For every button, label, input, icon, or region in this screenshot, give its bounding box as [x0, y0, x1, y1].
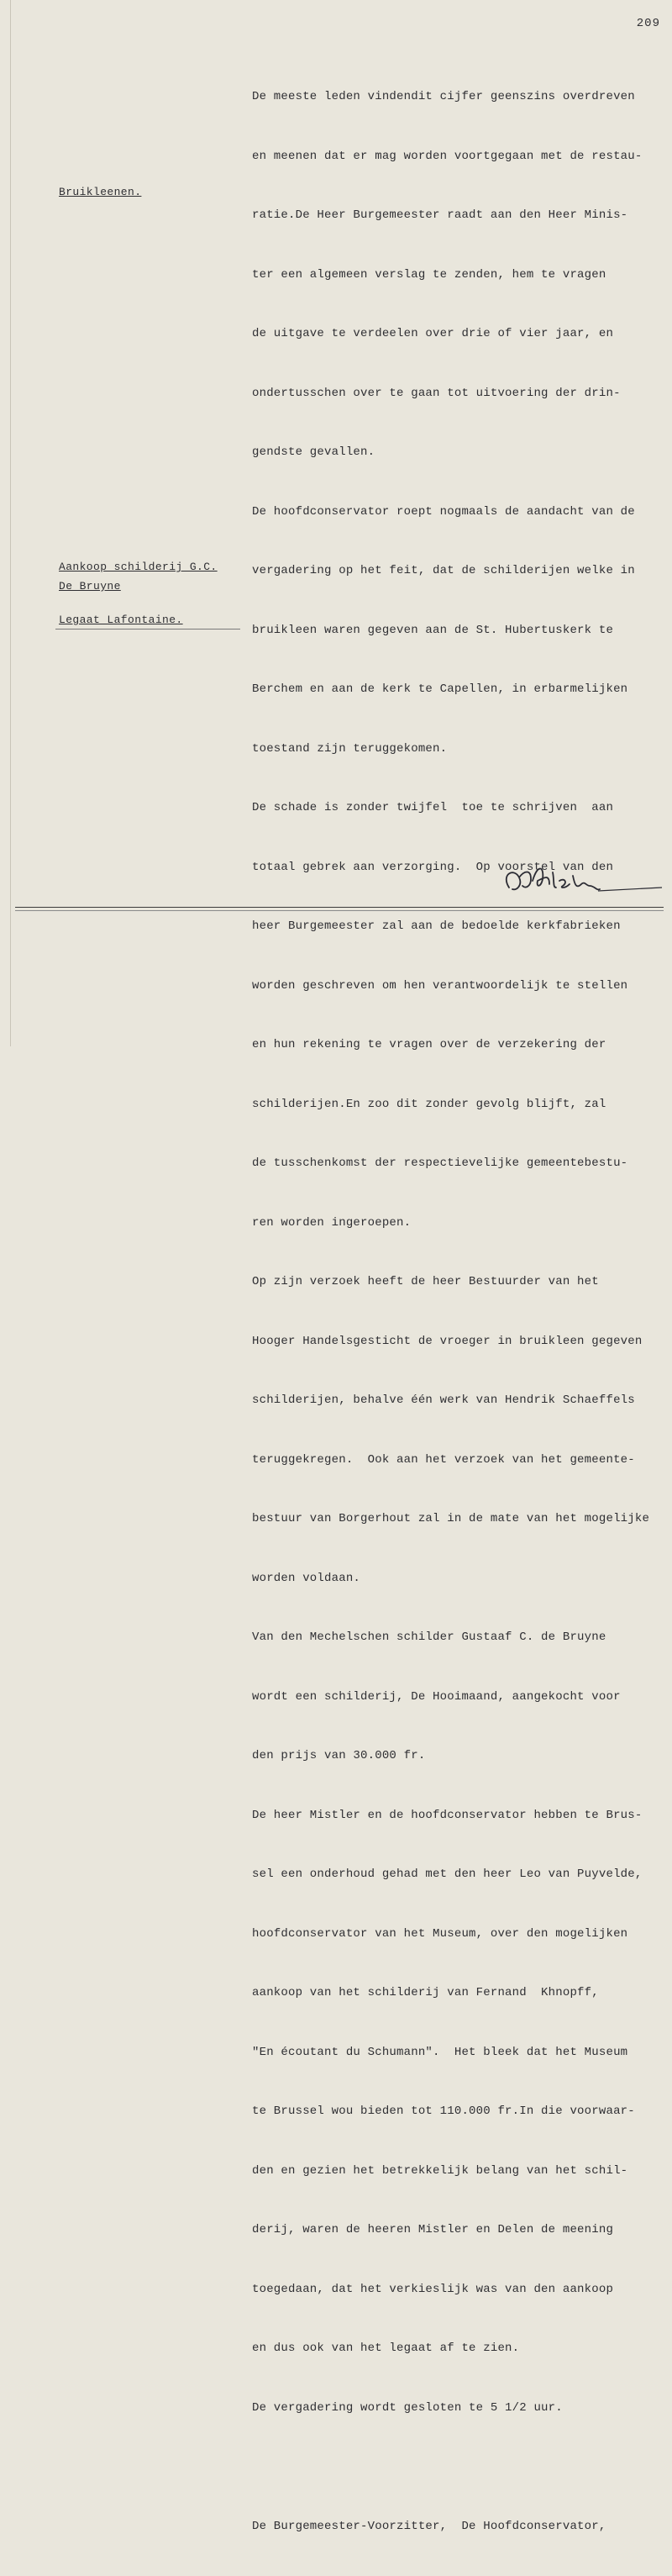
- text-line: toegedaan, dat het verkieslijk was van den aankoop: [252, 2282, 614, 2296]
- text-line: te Brussel wou bieden tot 110.000 fr.In die voorwaar-: [252, 2105, 635, 2118]
- text-line: bruikleen waren gegeven aan de St. Hubertuskerk te: [252, 623, 614, 637]
- text-line: worden geschreven om hen verantwoordelijk te stellen: [252, 978, 628, 993]
- text-line: De hoofdconservator roept nogmaals de aandacht van de: [252, 504, 635, 519]
- text-line: Hooger Handelsgesticht de vroeger in bruikleen gegeven: [252, 1334, 643, 1348]
- text-line: vergadering op het feit, dat de schilderijen welke in: [252, 564, 635, 577]
- signatures-line: De Burgemeester-Voorzitter, De Hoofdconservator,: [252, 2519, 606, 2533]
- minutes-body: [252, 48, 672, 2576]
- text-line: en dus ook van het legaat af te zien.: [252, 2342, 520, 2355]
- text-line: wordt een schilderij, De Hooimaand, aangekocht voor: [252, 1689, 621, 1704]
- text-line: Van den Mechelschen schilder Gustaaf C. de Bruyne: [252, 1630, 606, 1644]
- text-line: derij, waren de heeren Mistler en Delen de meening: [252, 2223, 614, 2236]
- text-line: en meenen dat er mag worden voortgegaan met de restau-: [252, 149, 643, 163]
- text-line: Berchem en aan de kerk te Capellen, in erbarmelijken: [252, 682, 628, 696]
- text-line: de tusschenkomst der respectievelijke gemeentebestu-: [252, 1156, 628, 1170]
- text-line: den en gezien het betrekkelijk belang van het schil-: [252, 2163, 628, 2178]
- margin-note-aankoop-line2: De Bruyne: [59, 580, 121, 593]
- text-line: ter een algemeen verslag te zenden, hem te vragen: [252, 267, 606, 282]
- text-line: worden voldaan.: [252, 1571, 361, 1585]
- handwritten-signature: [497, 856, 665, 908]
- margin-note-divider: [55, 629, 240, 630]
- text-line: De vergadering wordt gesloten te 5 1/2 uur.: [252, 2400, 563, 2415]
- text-line: de uitgave te verdeelen over drie of vier jaar, en: [252, 327, 614, 340]
- margin-note-legaat: Legaat Lafontaine.: [59, 614, 183, 626]
- margin-note-aankoop-line1: Aankoop schilderij G.C.: [59, 561, 218, 573]
- bottom-rule: [15, 907, 664, 908]
- text-line: ondertusschen over te gaan tot uitvoering der drin-: [252, 386, 621, 400]
- text-line: aankoop van het schilderij van Fernand Khnopff,: [252, 1986, 599, 1999]
- page-number: 209: [636, 17, 660, 30]
- text-line: teruggekregen. Ook aan het verzoek van het gemeente-: [252, 1452, 635, 1467]
- spacer: [252, 2457, 672, 2478]
- text-line: toestand zijn teruggekomen.: [252, 741, 448, 756]
- text-line: schilderijen, behalve één werk van Hendrik Schaeffels: [252, 1393, 635, 1407]
- text-line: "En écoutant du Schumann". Het bleek dat het Museum: [252, 2045, 628, 2059]
- text-line: ren worden ingeroepen.: [252, 1215, 412, 1230]
- text-line: gendste gevallen.: [252, 445, 375, 459]
- text-line: De meeste leden vindendit cijfer geenszins overdreven: [252, 90, 635, 103]
- text-line: schilderijen.En zoo dit zonder gevolg blijft, zal: [252, 1097, 606, 1111]
- text-line: den prijs van 30.000 fr.: [252, 1749, 426, 1762]
- text-line: hoofdconservator van het Museum, over den mogelijken: [252, 1926, 628, 1941]
- page-edge-rule: [10, 0, 11, 1046]
- text-line: heer Burgemeester zal aan de bedoelde kerkfabrieken: [252, 919, 621, 933]
- text-line: sel een onderhoud gehad met den heer Leo van Puyvelde,: [252, 1867, 643, 1881]
- text-line: ratie.De Heer Burgemeester raadt aan den Heer Minis-: [252, 208, 628, 222]
- text-line: totaal gebrek aan verzorging. Op voorstel van den: [252, 860, 614, 874]
- text-line: De schade is zonder twijfel toe te schrijven aan: [252, 801, 614, 814]
- text-line: en hun rekening te vragen over de verzekering der: [252, 1038, 606, 1051]
- text-line: De heer Mistler en de hoofdconservator hebben te Brus-: [252, 1808, 643, 1822]
- margin-note-bruikleenen: Bruikleenen.: [59, 186, 142, 198]
- text-line: Op zijn verzoek heeft de heer Bestuurder van het: [252, 1275, 599, 1288]
- bottom-rule-secondary: [15, 910, 664, 911]
- text-line: bestuur van Borgerhout zal in de mate van het mogelijke: [252, 1512, 650, 1525]
